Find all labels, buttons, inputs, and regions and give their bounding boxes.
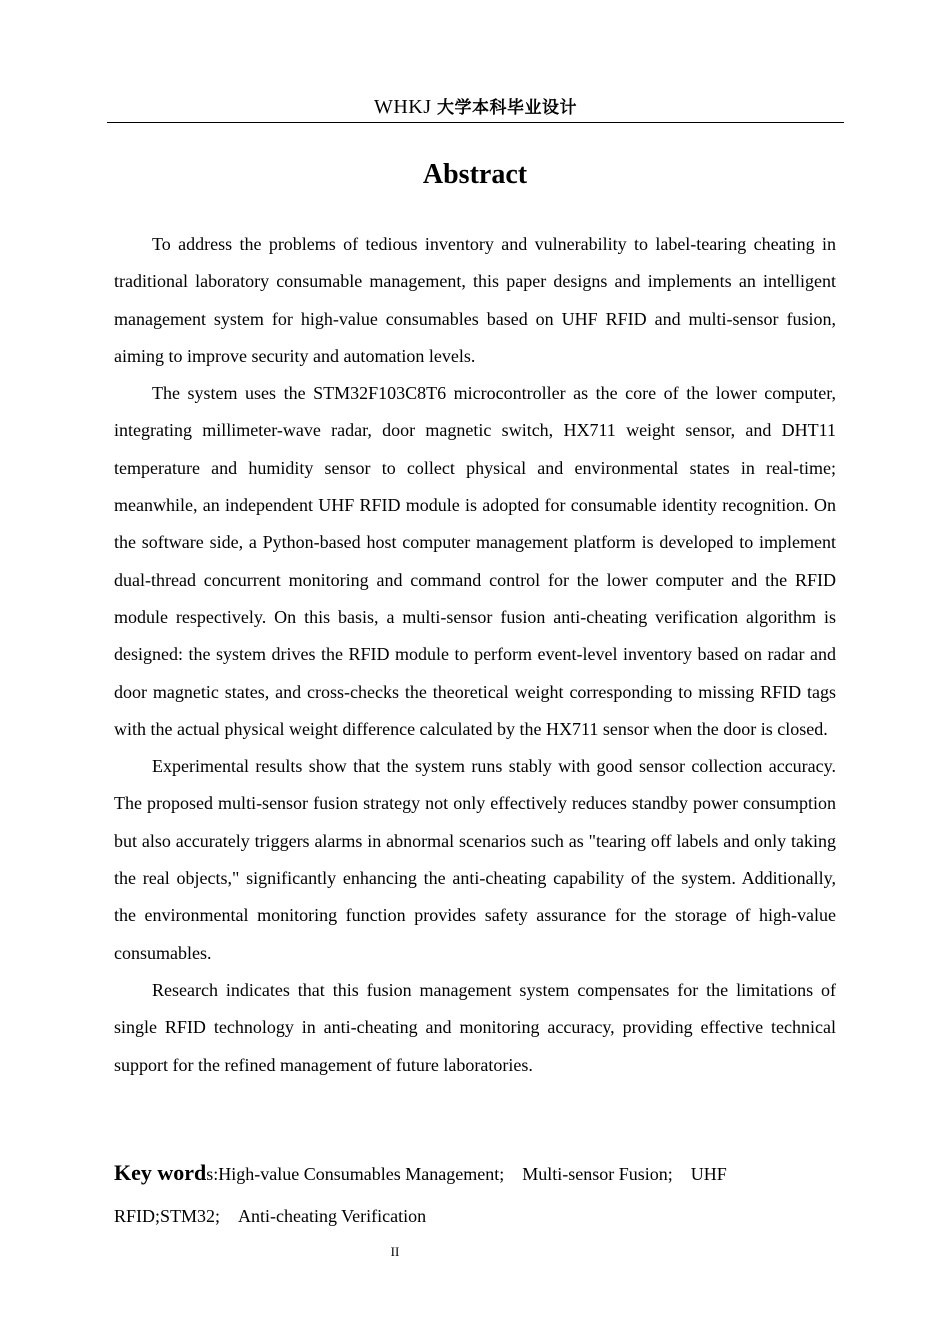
abstract-paragraph-1: To address the problems of tedious inventory and vulnerability to label-tearing cheating in traditional laboratory consumable management, this paper designs and implements an intelligent management system for high-value consumables based on UHF RFID and multi-sensor fusion, aiming to improve security and automation levels. — [114, 234, 836, 366]
abstract-paragraph-4: Research indicates that this fusion management system compensates for the limitations of single RFID technology in anti-cheating and monitoring accuracy, providing effective technical support for the refined management of future laboratories. — [114, 979, 836, 1075]
keywords-block — [114, 1152, 836, 1237]
page-number: II — [390, 1244, 400, 1259]
keywords-label: Key word — [114, 1160, 207, 1185]
header-chinese: 大学本科毕业设计 — [437, 98, 578, 118]
running-header — [107, 92, 844, 123]
header-latin: WHKJ — [373, 96, 432, 118]
keywords-label-suffix: s: — [206, 1164, 219, 1184]
abstract-title: Abstract — [422, 159, 528, 190]
keywords-list: High-value Consumables Management; Multi-sensor Fusion; UHF RFID;STM32; Anti-cheating Verification — [114, 1164, 727, 1226]
abstract-paragraph-2: The system uses the STM32F103C8T6 microcontroller as the core of the lower computer, integrating millimeter-wave radar, door magnetic switch, HX711 weight sensor, and DHT11 temperature and humidity sensor to collect physical and environmental states in real-time; meanwhile, an independent UHF RFID module is adopted for consumable identity recognition. On the software side, a Python-based host computer management platform is developed to implement dual-thread concurrent monitoring and command control for the lower computer and the RFID module respectively. On this basis, a multi-sensor fusion anti-cheating verification algorithm is designed: the system drives the RFID module to perform event-level inventory based on radar and door magnetic states, and cross-checks the theoretical weight corresponding to missing RFID tags with the actual physical weight difference calculated by the HX711 sensor when the door is closed. — [114, 383, 836, 739]
abstract-body — [114, 226, 836, 1084]
header-text — [374, 92, 577, 123]
abstract-paragraph-3: Experimental results show that the system runs stably with good sensor collection accuracy. The proposed multi-sensor fusion strategy not only effectively reduces standby power consumption but also accurately triggers alarms in abnormal scenarios such as "tearing off labels and only taking the real objects," significantly enhancing the anti-cheating capability of the system. Additionally, the environmental monitoring function provides safety assurance for the storage of high-value consumables. — [114, 756, 836, 963]
